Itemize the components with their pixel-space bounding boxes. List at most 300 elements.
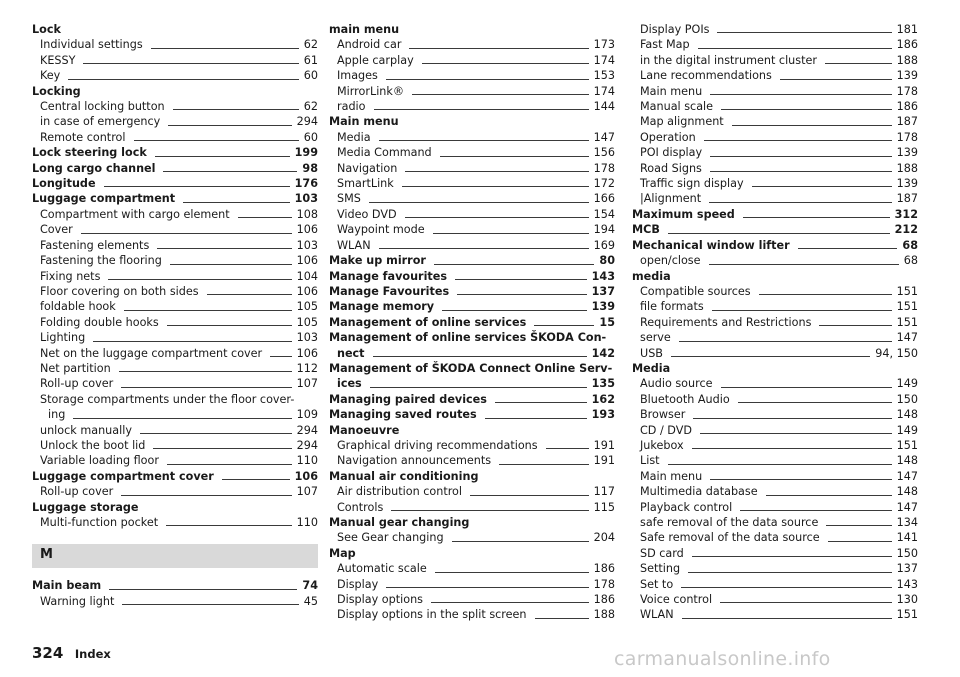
page-footer <box>32 643 111 662</box>
page-ref[interactable]: 294 <box>296 438 318 452</box>
entry-text: Map alignment <box>640 115 724 129</box>
entry-text: Fast Map <box>640 38 690 52</box>
entry-text: List <box>640 454 660 468</box>
index-entry <box>32 469 318 484</box>
leader-line <box>122 604 298 605</box>
page-ref[interactable]: 148 <box>896 454 918 468</box>
page-ref[interactable]: 156 <box>593 146 615 160</box>
index-subentry <box>32 99 318 114</box>
page-ref[interactable]: 151 <box>896 608 918 622</box>
page-ref[interactable]: 115 <box>593 500 615 514</box>
entry-text: unlock manually <box>40 423 132 437</box>
entry-text: Traffic sign display <box>640 177 744 191</box>
footer-section-label: Index <box>74 647 111 661</box>
leader-line <box>140 433 292 434</box>
page-ref[interactable]: 106 <box>296 284 318 298</box>
index-subentry <box>329 130 615 145</box>
section-letter: M <box>40 547 53 563</box>
entry-text: Display options in the split screen <box>337 608 527 622</box>
leader-line <box>455 279 587 280</box>
page-ref[interactable]: 187 <box>896 115 918 129</box>
entry-text-cont: ices <box>337 377 362 391</box>
page-ref[interactable]: 117 <box>593 485 615 499</box>
index-subentry <box>632 284 918 299</box>
page-ref[interactable]: 149 <box>896 423 918 437</box>
index-subentry <box>32 130 318 145</box>
leader-line <box>163 171 297 172</box>
entry-text: Multi-function pocket <box>40 516 159 529</box>
entry-text: Requirements and Restrictions <box>640 315 812 329</box>
leader-line <box>546 448 589 449</box>
page-ref[interactable]: 178 <box>593 577 615 591</box>
leader-line <box>679 341 892 342</box>
page-ref[interactable]: 294 <box>296 423 318 437</box>
leader-line <box>766 495 892 496</box>
page-ref[interactable]: 106 <box>296 223 318 237</box>
page-ref[interactable]: 181 <box>896 23 918 36</box>
index-subentry <box>632 114 918 129</box>
index-subentry <box>632 99 918 114</box>
index-subentry <box>329 99 615 114</box>
page-ref[interactable]: 150 <box>896 392 918 406</box>
leader-line <box>485 418 587 419</box>
index-subentry <box>32 37 318 52</box>
page-ref[interactable]: 151 <box>896 284 918 298</box>
page-ref[interactable]: 151 <box>896 315 918 329</box>
entry-text: Display <box>337 577 379 591</box>
entry-text: WLAN <box>337 238 371 252</box>
leader-line <box>431 602 589 603</box>
page-ref[interactable]: 110 <box>296 454 318 468</box>
entry-text: foldable hook <box>40 300 116 314</box>
index-subentry <box>329 53 615 68</box>
index-subentry <box>329 37 615 52</box>
entry-text: Variable loading floor <box>40 454 159 468</box>
index-heading: Lock <box>32 23 61 36</box>
page-ref[interactable]: 188 <box>896 161 918 175</box>
index-subentry <box>329 222 615 237</box>
leader-line <box>370 387 587 388</box>
leader-line <box>688 572 892 573</box>
leader-line <box>108 279 291 280</box>
entry-text: Mechanical window lifter <box>632 238 790 252</box>
index-subentry <box>32 238 318 253</box>
leader-line <box>712 310 892 311</box>
entry-text: Make up mirror <box>329 254 426 268</box>
leader-line <box>709 264 899 265</box>
leader-line <box>157 248 291 249</box>
page-number: 324 <box>32 644 64 662</box>
leader-line <box>704 140 892 141</box>
page-ref[interactable]: 188 <box>593 608 615 622</box>
leader-line <box>374 109 589 110</box>
leader-line <box>167 464 292 465</box>
index-subentry <box>32 253 318 268</box>
index-subentry <box>32 269 318 284</box>
index-subentry <box>32 438 318 453</box>
index-subentry <box>329 500 615 515</box>
index-subentry <box>632 330 918 345</box>
entry-text: Waypoint mode <box>337 223 425 237</box>
leader-line <box>391 510 588 511</box>
page-ref[interactable]: 134 <box>896 516 918 529</box>
index-subentry <box>329 607 615 622</box>
page-ref[interactable]: 142 <box>591 346 615 360</box>
page-ref[interactable]: 108 <box>296 207 318 221</box>
page-ref[interactable]: 139 <box>896 177 918 191</box>
leader-line <box>435 572 589 573</box>
index-heading: Manoeuvre <box>329 423 400 437</box>
entry-text: Operation <box>640 130 696 144</box>
index-heading: Manual gear changing <box>329 516 470 529</box>
leader-line <box>433 233 589 234</box>
page-ref[interactable]: 112 <box>296 361 318 375</box>
page-ref[interactable]: 172 <box>593 177 615 191</box>
leader-line <box>151 48 299 49</box>
index-entry <box>32 161 318 176</box>
leader-line <box>121 387 291 388</box>
page-ref[interactable]: 45 <box>303 594 318 608</box>
page-ref[interactable]: 80 <box>599 254 615 268</box>
index-subentry <box>329 592 615 607</box>
entry-text: Managing paired devices <box>329 392 487 406</box>
entry-text: USB <box>640 346 663 360</box>
index-column-1 <box>32 22 318 609</box>
page-ref[interactable]: 178 <box>896 84 918 98</box>
index-subentry <box>32 423 318 438</box>
page-ref[interactable]: 74 <box>302 579 318 593</box>
page-ref[interactable]: 60 <box>303 69 318 83</box>
entry-text: Longitude <box>32 177 96 191</box>
page-ref[interactable]: 191 <box>593 438 615 452</box>
index-entry <box>32 145 318 160</box>
leader-line <box>183 202 290 203</box>
entry-text: Management of ŠKODA Connect Online Serv- <box>329 361 613 375</box>
page-ref[interactable]: 139 <box>591 300 615 314</box>
entry-text: Manage memory <box>329 300 435 314</box>
page-ref[interactable]: 188 <box>896 53 918 67</box>
index-heading: Luggage storage <box>32 500 139 514</box>
entry-continuation <box>329 376 615 391</box>
leader-line <box>379 248 589 249</box>
leader-line <box>828 541 892 542</box>
page-ref[interactable]: 212 <box>894 223 918 237</box>
leader-line <box>73 418 291 419</box>
entry-text: Manage favourites <box>329 269 447 283</box>
page-ref[interactable]: 147 <box>896 469 918 483</box>
page-ref[interactable]: 141 <box>896 531 918 545</box>
page-ref[interactable]: 166 <box>593 192 615 206</box>
page-ref[interactable]: 103 <box>296 238 318 252</box>
index-subentry <box>632 315 918 330</box>
page-ref[interactable]: 15 <box>599 315 615 329</box>
page-ref[interactable]: 147 <box>896 331 918 345</box>
page-ref[interactable]: 186 <box>896 38 918 52</box>
index-subentry <box>632 53 918 68</box>
page-ref[interactable]: 194 <box>593 223 615 237</box>
page-ref[interactable]: 143 <box>591 269 615 283</box>
entry-text-cont: nect <box>337 346 365 360</box>
leader-line <box>386 587 588 588</box>
entry-text: Android car <box>337 38 402 52</box>
leader-line <box>170 264 292 265</box>
page-ref[interactable]: 150 <box>896 546 918 560</box>
leader-line <box>93 341 291 342</box>
index-entry <box>329 299 615 314</box>
index-entry <box>329 392 615 407</box>
leader-line <box>81 233 292 234</box>
entry-text: serve <box>640 331 671 345</box>
index-subentry <box>329 238 615 253</box>
leader-line <box>740 510 891 511</box>
index-subentry <box>632 84 918 99</box>
leader-line <box>710 94 891 95</box>
section-letter-header <box>32 544 318 568</box>
entry-text: Display POIs <box>640 23 710 36</box>
entry-text: SmartLink <box>337 177 394 191</box>
watermark: carmanualsonline.info <box>614 648 831 670</box>
index-subentry <box>632 607 918 622</box>
index-subentry <box>32 53 318 68</box>
entry-text: Compatible sources <box>640 284 751 298</box>
page-ref[interactable]: 109 <box>296 408 318 422</box>
page-ref[interactable]: 135 <box>591 377 615 391</box>
leader-line <box>671 356 870 357</box>
page-ref[interactable]: 186 <box>593 562 615 576</box>
page-ref[interactable]: 106 <box>294 469 318 483</box>
page-ref[interactable]: 151 <box>896 300 918 314</box>
leader-line <box>166 525 292 526</box>
leader-line <box>798 248 898 249</box>
page-ref[interactable]: 178 <box>593 161 615 175</box>
page-ref[interactable]: 162 <box>591 392 615 406</box>
page-ref[interactable]: 193 <box>591 408 615 422</box>
index-subentry <box>632 176 918 191</box>
index-subentry <box>32 207 318 222</box>
entry-text: Main menu <box>640 469 703 483</box>
page-ref[interactable]: 143 <box>896 577 918 591</box>
index-subentry <box>632 530 918 545</box>
page-ref[interactable]: 176 <box>294 177 318 191</box>
page-ref[interactable]: 137 <box>591 284 615 298</box>
index-subentry <box>32 330 318 345</box>
entry-text: Folding double hooks <box>40 315 159 329</box>
leader-line <box>495 402 587 403</box>
page-ref[interactable]: 144 <box>593 100 615 114</box>
leader-line <box>207 294 292 295</box>
leader-line <box>826 525 891 526</box>
page-ref[interactable]: 199 <box>294 146 318 160</box>
page-ref[interactable]: 107 <box>296 485 318 499</box>
page-ref[interactable]: 98 <box>302 161 318 175</box>
index-entry <box>632 222 918 237</box>
entry-text: Roll-up cover <box>40 485 114 499</box>
page-ref[interactable]: 294 <box>296 115 318 129</box>
page-ref[interactable]: 174 <box>593 53 615 67</box>
page-ref[interactable]: 187 <box>896 192 918 206</box>
leader-line <box>379 140 589 141</box>
index-entry <box>329 269 615 284</box>
entry-continuation <box>40 407 318 422</box>
entry-text: file formats <box>640 300 704 314</box>
page-ref[interactable]: 147 <box>593 130 615 144</box>
page-ref[interactable]: 106 <box>296 254 318 268</box>
page-ref[interactable]: 169 <box>593 238 615 252</box>
entry-text: Automatic scale <box>337 562 427 576</box>
page-ref[interactable]: 139 <box>896 69 918 83</box>
leader-line <box>434 264 595 265</box>
page-ref[interactable]: 68 <box>902 238 918 252</box>
entry-text: SMS <box>337 192 361 206</box>
entry-text: Unlock the boot lid <box>40 438 146 452</box>
index-subentry <box>329 484 615 499</box>
index-subentry <box>329 207 615 222</box>
leader-line <box>124 310 292 311</box>
index-subentry <box>632 453 918 468</box>
page-ref[interactable]: 151 <box>896 438 918 452</box>
index-subentry <box>632 407 918 422</box>
entry-text: Road Signs <box>640 161 702 175</box>
entry-text: Set to <box>640 577 674 591</box>
entry-text: Individual settings <box>40 38 143 52</box>
page-ref[interactable]: 137 <box>896 562 918 576</box>
index-subentry <box>632 253 918 268</box>
leader-line <box>499 464 589 465</box>
page-ref[interactable]: 104 <box>296 269 318 283</box>
page-ref[interactable]: 148 <box>896 408 918 422</box>
leader-line <box>721 109 892 110</box>
leader-line <box>692 448 892 449</box>
index-column-2 <box>329 22 615 623</box>
page-ref[interactable]: 105 <box>296 315 318 329</box>
index-subentry <box>632 191 918 206</box>
page-ref[interactable]: 153 <box>593 69 615 83</box>
index-subentry <box>32 114 318 129</box>
page-ref[interactable]: 130 <box>896 593 918 607</box>
page-ref[interactable]: 139 <box>896 146 918 160</box>
index-subentry <box>32 515 318 530</box>
index-entry <box>32 191 318 206</box>
leader-line <box>440 156 589 157</box>
leader-line <box>759 294 892 295</box>
index-entry <box>32 578 318 593</box>
leader-line <box>698 48 892 49</box>
entry-text: Media Command <box>337 146 432 160</box>
entry-text: safe removal of the data source <box>640 516 819 529</box>
page-ref[interactable]: 191 <box>593 454 615 468</box>
page-ref[interactable]: 149 <box>896 377 918 391</box>
entry-text: in case of emergency <box>40 115 161 129</box>
entry-text: Fixing nets <box>40 269 101 283</box>
page-ref[interactable]: 110 <box>296 516 318 529</box>
index-subentry <box>329 530 615 545</box>
index-subentry <box>32 315 318 330</box>
page-ref[interactable]: 148 <box>896 485 918 499</box>
entry-text: MCB <box>632 223 660 237</box>
entry-text: Luggage compartment <box>32 192 176 206</box>
page-ref[interactable]: 154 <box>593 207 615 221</box>
entry-text: Lock steering lock <box>32 146 147 160</box>
page-ref[interactable]: 174 <box>593 84 615 98</box>
page-ref[interactable]: 204 <box>593 531 615 545</box>
page-ref[interactable]: 105 <box>296 300 318 314</box>
entry-text: CD / DVD <box>640 423 692 437</box>
leader-line <box>721 387 892 388</box>
entry-text: Playback control <box>640 500 733 514</box>
page-ref[interactable]: 68 <box>903 254 918 268</box>
entry-continuation <box>329 346 615 361</box>
page-ref[interactable]: 62 <box>303 100 318 114</box>
index-subentry <box>329 577 615 592</box>
leader-line <box>121 495 291 496</box>
entry-text: Navigation announcements <box>337 454 492 468</box>
index-list-m <box>32 578 318 609</box>
index-subentry <box>329 438 615 453</box>
page-ref[interactable]: 103 <box>296 331 318 345</box>
entry-text: Controls <box>337 500 384 514</box>
page-ref[interactable]: 103 <box>294 192 318 206</box>
page-ref[interactable]: 61 <box>303 53 318 67</box>
entry-text: Remote control <box>40 130 126 144</box>
page-ref[interactable]: 186 <box>896 100 918 114</box>
leader-line <box>270 356 291 357</box>
page-ref[interactable]: 147 <box>896 500 918 514</box>
leader-line <box>693 418 891 419</box>
entry-text: Lane recommendations <box>640 69 772 83</box>
leader-line <box>238 217 292 218</box>
entry-text: Long cargo channel <box>32 161 156 175</box>
index-entry <box>632 238 918 253</box>
leader-line <box>168 125 291 126</box>
leader-line <box>825 63 892 64</box>
leader-line <box>412 94 589 95</box>
page-ref[interactable]: 186 <box>593 593 615 607</box>
index-subentry <box>329 84 615 99</box>
index-entry <box>329 407 615 422</box>
index-subentry <box>32 453 318 468</box>
page-ref[interactable]: 312 <box>894 207 918 221</box>
index-subentry <box>632 37 918 52</box>
page-ref[interactable]: 94, 150 <box>875 346 918 360</box>
page-ref[interactable]: 60 <box>303 130 318 144</box>
entry-text: open/close <box>640 254 701 268</box>
entry-text: Net partition <box>40 361 111 375</box>
leader-line <box>386 79 589 80</box>
page-ref[interactable]: 106 <box>296 346 318 360</box>
index-entry <box>329 330 615 361</box>
page-ref[interactable]: 173 <box>593 38 615 52</box>
page-ref[interactable]: 107 <box>296 377 318 391</box>
leader-line <box>692 556 892 557</box>
index-entry <box>632 207 918 222</box>
entry-text: Roll-up cover <box>40 377 114 391</box>
leader-line <box>720 602 892 603</box>
index-subentry <box>632 561 918 576</box>
index-subentry <box>32 222 318 237</box>
entry-text: Video DVD <box>337 207 397 221</box>
page-ref[interactable]: 62 <box>303 38 318 52</box>
index-subentry <box>632 423 918 438</box>
page-ref[interactable]: 178 <box>896 130 918 144</box>
entry-text: POI display <box>640 146 703 160</box>
leader-line <box>668 233 890 234</box>
entry-text: Management of online services ŠKODA Con- <box>329 331 607 345</box>
index-subentry <box>32 299 318 314</box>
entry-text: Safe removal of the data source <box>640 531 820 545</box>
entry-text: SD card <box>640 546 684 560</box>
leader-line <box>402 186 589 187</box>
leader-line <box>752 186 892 187</box>
